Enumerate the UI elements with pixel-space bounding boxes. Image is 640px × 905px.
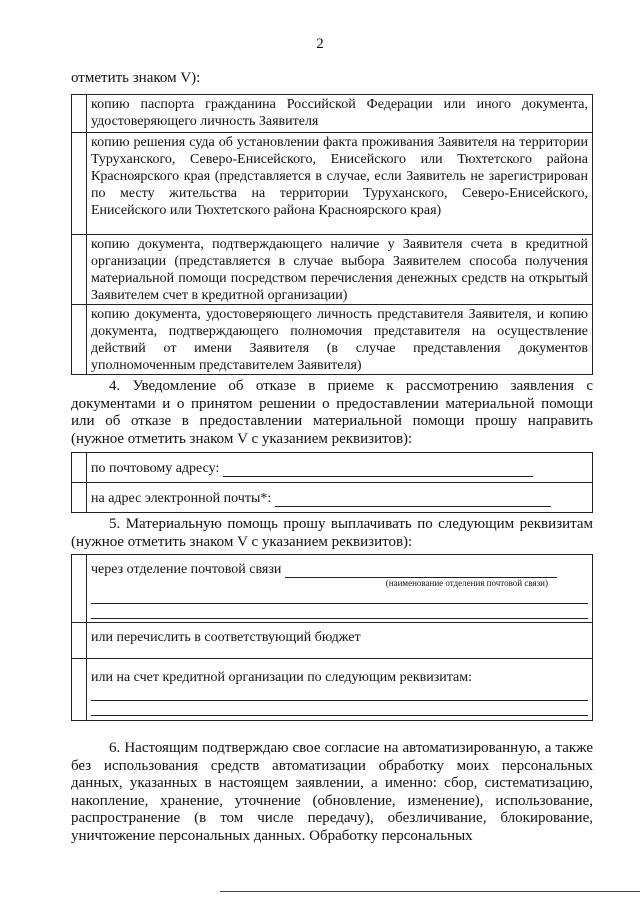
checkbox-cell[interactable]	[72, 623, 87, 659]
option-post-office: через отделение почтовой связи	[91, 562, 282, 577]
option-cell	[87, 659, 593, 721]
checkbox-cell[interactable]	[72, 305, 87, 375]
document-item: копию документа, удостоверяющего личность представителя Заявителя, и копию документа, подтверждающего полномочия представителя на осуществление действий от имени Заявителя (в случае представления документов уполномоченным представителем Заявителя)	[87, 305, 593, 375]
option-cell	[87, 555, 593, 623]
table-row	[72, 95, 593, 133]
document-item: копию документа, подтверждающего наличие у Заявителя счета в кредитной организации (представляется в случае выбора Заявителем способа получения материальной помощи посредством перечисления денежных средств на открытый Заявителем счет в кредитной организации)	[87, 235, 593, 305]
table-row	[72, 659, 593, 721]
table-row	[72, 483, 593, 513]
payment-options-table	[71, 554, 593, 721]
section-5-text: 5. Материальную помощь прошу выплачивать по следующим реквизитам (нужное отметить знаком V с указанием реквизитов):	[71, 516, 593, 550]
option-cell	[87, 453, 593, 483]
checkbox-cell[interactable]	[72, 659, 87, 721]
option-bank-account: или на счет кредитной организации по следующим реквизитам:	[91, 670, 473, 685]
blank-line[interactable]	[91, 589, 588, 604]
checkbox-cell[interactable]	[72, 235, 87, 305]
checkbox-cell[interactable]	[72, 95, 87, 133]
option-email: на адрес электронной почты*:	[91, 491, 272, 506]
section-6-text: 6. Настоящим подтверждаю свое согласие на автоматизированную, а также без использования средств автоматизации обработку моих персональных данных, указанных в настоящем заявлении, а именно: сбор, систематизацию, накопление, хранение, уточнение (обновление, изменение), использование, распространение (в том числе передачу), обезличивание, блокирование, уничтожение персональных данных. Обработку персональных	[71, 740, 593, 844]
table-row	[72, 235, 593, 305]
option-postal-address: по почтовому адресу:	[91, 461, 220, 476]
section-4-text: 4. Уведомление об отказе в приеме к рассмотрению заявления с документами и о принятом решении о предоставлении материальной помощи или об отказе в предоставлении материальной помощи прошу направить (нужное отметить знаком V с указанием реквизитов):	[71, 378, 593, 447]
checkbox-cell[interactable]	[72, 453, 87, 483]
document-item: копию решения суда об установлении факта проживания Заявителя на территории Туруханского, Северо-Енисейского, Енисейского или Тюхтетского района Красноярского края (представляется в случае, если Заявитель не зарегистрирован по месту жительства на территории Туруханского, Северо-Енисейского, Енисейского или Тюхтетского района Красноярского края)	[87, 133, 593, 235]
document-item: копию паспорта гражданина Российской Федерации или иного документа, удостоверяющего личность Заявителя	[87, 95, 593, 133]
page-bottom-rule	[220, 891, 640, 892]
table-row	[72, 133, 593, 235]
blank-line[interactable]	[91, 701, 588, 716]
option-cell	[87, 483, 593, 513]
table-row	[72, 555, 593, 623]
checkbox-cell[interactable]	[72, 483, 87, 513]
post-office-field[interactable]	[285, 565, 557, 578]
option-budget: или перечислить в соответствующий бюджет	[87, 623, 593, 659]
checkbox-cell[interactable]	[72, 133, 87, 235]
postal-address-field[interactable]	[223, 464, 533, 477]
post-office-hint: (наименование отделения почтовой связи)	[385, 578, 548, 588]
table-row	[72, 623, 593, 659]
intro-text: отметить знаком V):	[71, 70, 201, 86]
notification-options-table	[71, 452, 593, 513]
page-number: 2	[316, 36, 324, 52]
blank-line[interactable]	[91, 604, 588, 619]
documents-table	[71, 94, 593, 375]
email-field[interactable]	[275, 494, 551, 507]
blank-line[interactable]	[91, 686, 588, 701]
checkbox-cell[interactable]	[72, 555, 87, 623]
table-row	[72, 305, 593, 375]
table-row	[72, 453, 593, 483]
